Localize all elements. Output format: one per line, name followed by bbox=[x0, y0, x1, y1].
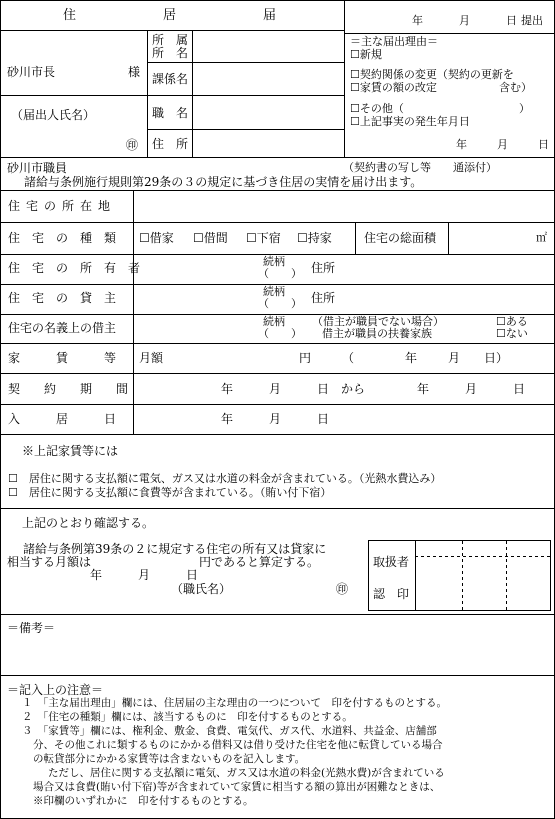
confirmation-line-1: 諸給与条例第39条の２に規定する住宅の所有又は貸家に bbox=[23, 542, 327, 556]
reason-occurrence-date-checkbox[interactable]: ☐上記事実の発生年月日 bbox=[350, 115, 470, 128]
declaration-text: 諸給与条例施行規則第29条の３の規定に基づき住居の実情を届け出ます。 bbox=[24, 175, 423, 189]
type-label: 住 宅 の 種 類 bbox=[8, 231, 117, 245]
contract-note-end: 含む） bbox=[499, 81, 532, 94]
movein-date: 年 月 日 bbox=[221, 412, 330, 426]
submit-year: 年 bbox=[412, 14, 423, 27]
note-line-7: 場合又は食費(賄い付下宿)等が含まれていて家賃に相当する額の算出が困難なときは、 bbox=[33, 781, 441, 793]
reason-rent-revision-checkbox[interactable]: ☐家賃の額の改定 bbox=[350, 81, 437, 94]
reason-contract-change-checkbox[interactable]: ☐契約関係の変更（契約の更新を bbox=[350, 68, 514, 81]
official-name-label: （職氏名） bbox=[171, 582, 232, 596]
floor-area-unit: ㎡ bbox=[536, 231, 547, 244]
contract-period-label: 契 約 期 間 bbox=[8, 382, 129, 396]
department-label-2: 所 名 bbox=[152, 46, 189, 60]
type-lodging-checkbox[interactable]: ☐下宿 bbox=[246, 231, 281, 245]
position-label: 職 名 bbox=[152, 106, 189, 120]
lessor-relation-paren: （ ） bbox=[258, 297, 302, 310]
staff-label: 砂川市職員 bbox=[7, 161, 68, 175]
note-line-2: ２ 「住宅の種類」欄には、該当するものに 印を付するものとする。 bbox=[22, 711, 353, 723]
lessor-relation: 続柄 bbox=[263, 285, 285, 298]
title-char-1: 住 bbox=[63, 8, 77, 23]
reason-other-close: ） bbox=[519, 102, 530, 115]
contract-from: 年 月 日 から bbox=[221, 382, 366, 396]
occurrence-year: 年 bbox=[456, 138, 467, 151]
nominee-note-2: 借主が職員の扶養家族 bbox=[322, 327, 432, 340]
rent-paren-open: （ bbox=[342, 351, 355, 365]
note-line-6: ただし、居住に関する支払額に電気、ガス又は水道の料金(光熱水費)が含まれている bbox=[48, 767, 445, 779]
note-line-8: ※印欄のいずれかに 印を付するものとする。 bbox=[33, 795, 254, 807]
note-line-3: ３ 「家賃等」欄には、権利金、敷金、食費、電気代、ガス代、水道料、共益金、店舗部 bbox=[22, 725, 437, 737]
stamp-label: 認 印 bbox=[373, 587, 410, 601]
submit-day: 日 bbox=[506, 14, 517, 27]
title-char-2: 居 bbox=[163, 8, 177, 23]
department-label-1: 所 属 bbox=[152, 33, 189, 47]
location-label: 住宅の所在地 bbox=[8, 199, 117, 213]
meals-included-checkbox[interactable]: ☐ 居住に関する支払額に食費等が含まれている。（賄い付下宿） bbox=[8, 486, 332, 499]
note-line-1: １ 「主な届出理由」欄には、住居届の主な理由の一つについて 印を付するものとする。 bbox=[22, 697, 448, 709]
reason-new-checkbox[interactable]: ☐新規 bbox=[350, 48, 382, 61]
nominee-yes-checkbox[interactable]: ☐ある bbox=[496, 315, 528, 328]
rent-monthly-label: 月額 bbox=[139, 351, 164, 365]
attachment-note: （契約書の写し等 通添付） bbox=[343, 161, 497, 174]
rent-label: 家 賃 等 bbox=[8, 351, 117, 365]
confirmation-heading: 上記のとおり確認する。 bbox=[22, 516, 155, 530]
nominee-note-1: （借主が職員でない場合） bbox=[312, 315, 444, 328]
owner-label: 住 宅 の 所 有 者 bbox=[8, 261, 141, 275]
reasons-heading: ＝主な届出理由＝ bbox=[350, 35, 438, 48]
confirmation-date: 年 月 日 bbox=[90, 568, 199, 582]
contract-to: 年 月 日 bbox=[417, 382, 526, 396]
reason-other-checkbox[interactable]: ☐その他（ bbox=[350, 102, 404, 115]
applicant-name-label: （届出人氏名） bbox=[11, 108, 96, 122]
type-owned-checkbox[interactable]: ☐持家 bbox=[297, 231, 332, 245]
rent-year: 年 bbox=[405, 351, 418, 365]
movein-label: 入 居 日 bbox=[8, 412, 117, 426]
rent-month: 月 bbox=[448, 351, 461, 365]
note-line-5: の転貸部分にかかる家賃等は含まないものを記入します。 bbox=[33, 753, 306, 765]
utilities-included-checkbox[interactable]: ☐ 居住に関する支払額に電気、ガス又は水道の料金が含まれている。（光熱水費込み） bbox=[8, 472, 442, 485]
lessor-address-label: 住所 bbox=[311, 291, 336, 305]
type-rented-house-checkbox[interactable]: ☐借家 bbox=[139, 231, 174, 245]
nominee-label: 住宅の名義上の借主 bbox=[8, 321, 117, 335]
city-mayor: 砂川市長 bbox=[7, 65, 56, 79]
nominee-relation: 続柄 bbox=[263, 315, 285, 328]
type-rented-room-checkbox[interactable]: ☐借間 bbox=[193, 231, 228, 245]
section-label: 課係名 bbox=[152, 72, 189, 86]
rent-notes-heading: ※上記家賃等には bbox=[22, 444, 119, 458]
handler-label: 取扱者 bbox=[373, 555, 410, 569]
owner-relation-paren: （ ） bbox=[258, 267, 302, 280]
submit-label: 提出 bbox=[521, 14, 543, 27]
confirmation-line-2: 相当する月額は 円であると算定する。 bbox=[7, 555, 320, 569]
rent-yen-unit: 円 bbox=[299, 351, 312, 365]
occurrence-day: 日 bbox=[538, 138, 549, 151]
remarks-heading: ＝備考＝ bbox=[7, 621, 56, 635]
lessor-label: 住 宅 の 貸 主 bbox=[8, 291, 117, 305]
address-label: 住 所 bbox=[152, 137, 189, 151]
owner-address-label: 住所 bbox=[311, 261, 336, 275]
title-char-3: 届 bbox=[263, 8, 277, 23]
honorific: 様 bbox=[128, 65, 141, 79]
seal-mark: ㊞ bbox=[126, 138, 139, 152]
nominee-no-checkbox[interactable]: ☐ない bbox=[496, 327, 528, 340]
notes-heading: ＝記入上の注意＝ bbox=[7, 683, 104, 697]
owner-relation: 続柄 bbox=[263, 255, 285, 268]
submit-month: 月 bbox=[459, 14, 470, 27]
official-seal-mark: ㊞ bbox=[336, 582, 349, 596]
nominee-relation-paren: （ ） bbox=[258, 327, 302, 340]
note-line-4: 分、その他これに類するものにかかる借料又は借り受けた住宅を他に転貸している場合 bbox=[33, 739, 443, 751]
occurrence-month: 月 bbox=[497, 138, 508, 151]
floor-area-label: 住宅の総面積 bbox=[364, 231, 437, 245]
rent-day-close: 日） bbox=[484, 351, 509, 365]
